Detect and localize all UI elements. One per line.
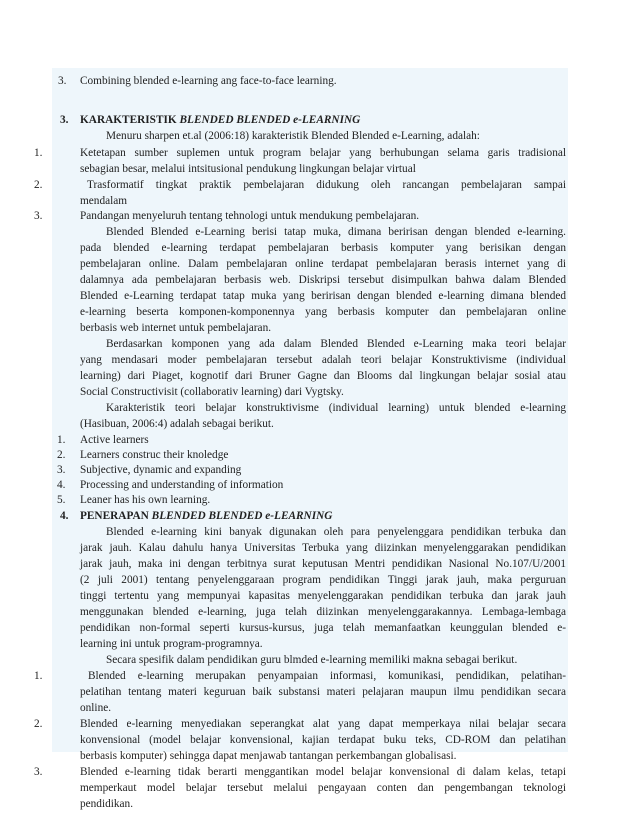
section-heading-subtitle: BLENDED BLENDED e-LEARNING [151,510,333,522]
paragraph-line: tinggi tertentu yang mempunyai kapasitas menyelenggarakan pendidikan terbuka dan jarak jauh [80,590,566,602]
section-heading-title: PENERAPAN [80,510,149,522]
list-item: 2. Trasformatif tingkat praktik pembelajaran didukung oleh rancangan pembelajaran sampai [34,179,566,191]
list-item: 4. Processing and understanding of information [57,479,284,491]
list-item-continued: sebagian besar, melalui intsitusional pendukung lingkungan belajar virtual [80,163,416,175]
list-item: 3. Subjective, dynamic and expanding [57,464,242,476]
paragraph-line: Blended Blended e-Learning berisi tatap muka, dimana beririsan dengan blended e-learning. [106,226,566,238]
paragraph-line: berbasis web internet untuk pembelajaran. [80,322,272,334]
list-item-continued: konvensional (model belajar konvensional, kajian terdapat buku teks, CD-ROM dan pelatihan [80,734,566,746]
section-heading-number: 3. [60,114,69,126]
paragraph-line: Blended e-Learning terdapat tatap muka yang beririsan dengan blended e-learning dimana blended [80,290,566,302]
list-item: 3. Pandangan menyeluruh tentang tehnologi untuk mendukung pembelajaran. [34,210,420,222]
list-item [0,73,638,89]
paragraph-line: (Hasibuan, 2006:4) adalah sebagai berikut. [80,418,274,430]
list-item-continued: pendidikan. [80,798,134,810]
paragraph-line: Karakteristik teori belajar konstruktivisme (individual learning) untuk blended e-learning [106,402,566,414]
list-item-continued: memperkaut model belajar tersebut melalui pengayaan conten dan pengembangan teknologi [80,782,566,794]
list-item-continued: mendalam [80,195,128,207]
list-item: 1. Blended e-learning merupakan penyampaian informasi, komunikasi, pendidikan, pelatihan- [34,670,566,682]
paragraph-line: e-learning beserta komponen-komponennya yang berbasis komputer dan pembelajaran online [80,306,566,318]
paragraph-line: yang mendasari moder pembelajaran tersebut adalah teori belajar Konstruktivisme (individual [80,354,566,366]
paragraph-line: Social Constructivisit (collaborativ learning) dari Vygtsky. [80,386,344,398]
paragraph-line: learning ini untuk program-programnya. [80,638,263,650]
list-item-number: 3. [58,75,67,87]
paragraph-line: Blended e-learning kini banyak digunakan oleh para penyelenggara pendidikan terbuka dan [106,526,566,538]
list-item: 1. Ketetapan sumber suplemen untuk program belajar yang berhubungan selama garis tradisional [34,147,566,159]
paragraph-line: learning) dari Piaget, kognotif dari Bruner Gagne dan Blooms dal lingkungan belajar sosial atau [80,370,566,382]
section-heading-number: 4. [60,510,69,522]
list-item-continued: pelatihan tentang materi keguruan baik substansi materi pelajaran maupun ilmu pendidikan secara [80,686,566,698]
paragraph-line: jarak jauh, maka ini dengan terbitnya surat keputusan Mentri pendidikan Nasional No.107/U/2001 [80,558,566,570]
list-item: 2. Blended e-learning menyediakan seperangkat alat yang dapat memperkaya nilai belajar secara [34,718,566,730]
list-item-continued: online. [80,702,112,714]
paragraph-line: jarak jauh. Kalau dahulu hanya Universitas Terbuka yang diizinkan menyelenggarakan pendidikan [80,542,566,554]
paragraph-line: menggunakan blended e-learning, juga telah diizinkan menyelenggarakannya. Lembaga-lembaga [80,606,566,618]
section-heading [0,508,638,524]
list-item-continued: berbasis komputer) sehingga dapat menjawab tantangan perkembangan globalisasi. [80,750,457,762]
list-item: 3. Blended e-learning tidak berarti menggantikan model belajar konvensional di dalam kelas, tetapi [34,766,566,778]
paragraph-line: Berdasarkan komponen yang ada dalam Blended Blended e-Learning maka teori belajar [106,338,566,350]
list-item: 5. Leaner has his own learning. [57,494,211,506]
paragraph-line: Menuru sharpen et.al (2006:18) karakteristik Blended Blended e-Learning, adalah: [106,130,480,142]
list-item-text: Combining blended e-learning ang face-to-face learning. [80,75,337,87]
section-heading-subtitle: BLENDED BLENDED e-LEARNING [179,114,361,126]
paragraph-line: Secara spesifik dalam pendidikan guru blmded e-learning memiliki makna sebagai berikut. [106,654,518,666]
paragraph-line: pendidikan non-formal seperti kursus-kursus, juga telah memanfaatkan keunggulan blended e- [80,622,566,634]
section-heading-title: KARAKTERISTIK [80,114,177,126]
paragraph-line: (2 juli 2001) tentang penyelenggaraan program pendidikan Tinggi jarak jauh, maka perguruan [80,574,566,586]
paragraph-line: pembelajaran online. Dalam pembelajaran online terdapat pembelajaran berasis internet yang di [80,258,566,270]
list-item: 2. Learners construc their knoledge [57,449,229,461]
list-item: 1. Active learners [57,434,149,446]
section-heading [0,112,638,128]
paragraph-line: pada blended e-learning terdapat pembelajaran berbasis komputer yang berisikan dengan [80,242,566,254]
paragraph-line: dalamnya ada pembelajaran berbasis web. Diskripsi tersebut disimpulkan bahwa dalam Blended [80,274,566,286]
